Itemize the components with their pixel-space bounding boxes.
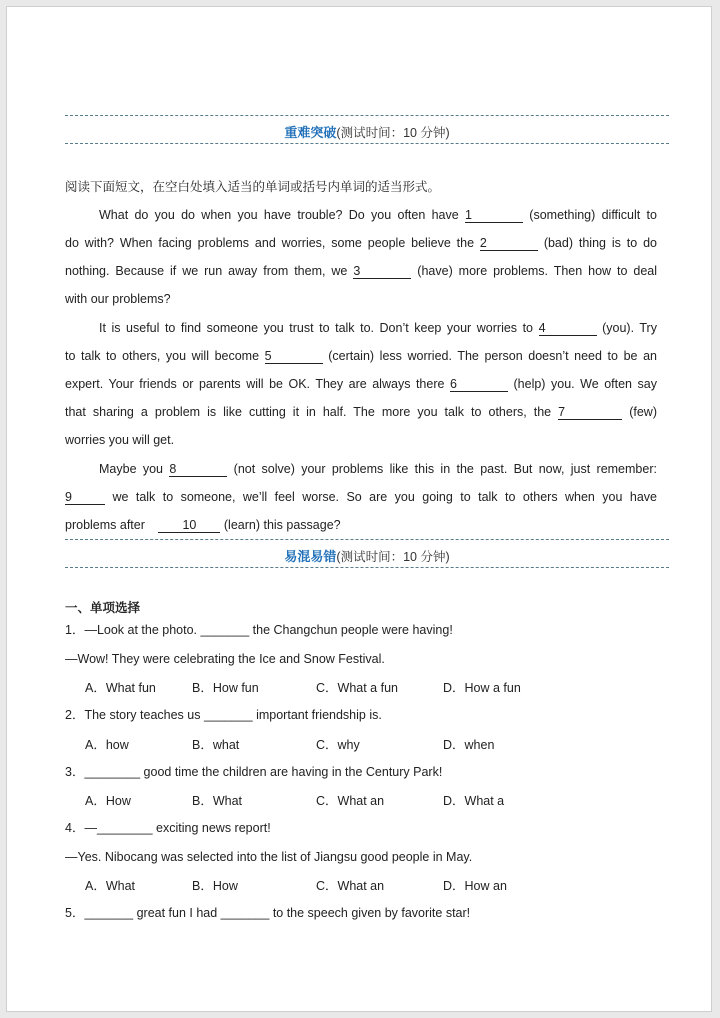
passage-line: It is useful to find someone you trust to talk to. Don’t keep your worries to 4 (you). Try (99, 321, 657, 335)
blank-7[interactable]: 7 (558, 405, 622, 420)
section-title-2-label: 易混易错 (284, 549, 337, 564)
section-title-1-time: (测试时间：10 分钟) (336, 126, 450, 140)
section-title-2 (65, 546, 669, 565)
q2-option-b[interactable]: B．what (192, 738, 240, 752)
question-2-stem: 2．The story teaches us _______ important friendship is. (65, 708, 382, 722)
section-divider-bottom (65, 567, 669, 568)
passage-line: with our problems? (65, 292, 171, 306)
section-title-1-label: 重难突破 (284, 125, 337, 140)
instruction: 阅读下面短文，在空白处填入适当的单词或括号内单词的适当形式。 (65, 180, 441, 194)
blank-4[interactable]: 4 (539, 321, 597, 336)
passage-line: Maybe you 8 (not solve) your problems like this in the past. But now, just remember: (99, 462, 657, 476)
section-title-1 (65, 122, 669, 141)
passage-line: do with? When facing problems and worries, some people believe the 2 (bad) thing is to do (65, 236, 657, 250)
passage-line: that sharing a problem is like cutting it in half. The more you talk to others, the 7 (few) (65, 405, 657, 419)
passage-line: to talk to others, you will become 5 (certain) less worried. The person doesn’t need to be an (65, 349, 657, 363)
q3-option-c[interactable]: C．What an (316, 794, 385, 808)
question-4-stem: 4．—________ exciting news report! (65, 821, 271, 835)
q2-option-a[interactable]: A．how (85, 738, 129, 752)
q4-option-d[interactable]: D．How an (443, 879, 507, 893)
section-divider-top (65, 539, 669, 540)
passage-line: expert. Your friends or parents will be OK. They are always there 6 (help) you. We often say (65, 377, 657, 391)
question-1-stem: 1．—Look at the photo. _______ the Changchun people were having! (65, 623, 453, 637)
blank-6[interactable]: 6 (450, 377, 508, 392)
blank-8[interactable]: 8 (169, 462, 227, 477)
section-title-2-time: (测试时间：10 分钟) (336, 550, 450, 564)
section-divider-bottom (65, 143, 669, 144)
blank-3[interactable]: 3 (353, 264, 411, 279)
passage-line: What do you do when you have trouble? Do you often have 1 (something) difficult to (99, 208, 657, 222)
blank-9[interactable]: 9 (65, 490, 105, 505)
q3-option-b[interactable]: B．What (192, 794, 243, 808)
q3-option-d[interactable]: D．What a (443, 794, 505, 808)
blank-5[interactable]: 5 (265, 349, 323, 364)
question-4-stem2: —Yes. Nibocang was selected into the list of Jiangsu good people in May. (65, 850, 473, 864)
q3-option-a[interactable]: A．How (85, 794, 131, 808)
q4-option-c[interactable]: C．What an (316, 879, 385, 893)
question-5-stem: 5．_______ great fun I had _______ to the speech given by favorite star! (65, 906, 471, 920)
q1-option-d[interactable]: D．How a fun (443, 681, 521, 695)
passage-line: problems after 10 (learn) this passage? (65, 518, 341, 532)
q2-option-c[interactable]: C．why (316, 738, 360, 752)
passage-line: nothing. Because if we run away from them, we 3 (have) more problems. Then how to deal (65, 264, 657, 278)
q1-option-a[interactable]: A．What fun (85, 681, 156, 695)
q1-option-c[interactable]: C．What a fun (316, 681, 398, 695)
passage-line: worries you will get. (65, 433, 175, 447)
section-divider-top (65, 115, 669, 116)
q4-option-a[interactable]: A．What (85, 879, 136, 893)
blank-2[interactable]: 2 (480, 236, 538, 251)
q4-option-b[interactable]: B．How (192, 879, 238, 893)
passage-line: 9 we talk to someone, we’ll feel worse. So are you going to talk to others when you have (65, 490, 657, 504)
question-3-stem: 3．________ good time the children are having in the Century Park! (65, 765, 443, 779)
part-heading: 一、单项选择 (65, 601, 141, 615)
question-1-stem2: —Wow! They were celebrating the Ice and Snow Festival. (65, 652, 385, 666)
q1-option-b[interactable]: B．How fun (192, 681, 259, 695)
blank-10[interactable]: 10 (158, 518, 220, 533)
blank-1[interactable]: 1 (465, 208, 523, 223)
q2-option-d[interactable]: D．when (443, 738, 495, 752)
document-page (6, 6, 712, 1012)
